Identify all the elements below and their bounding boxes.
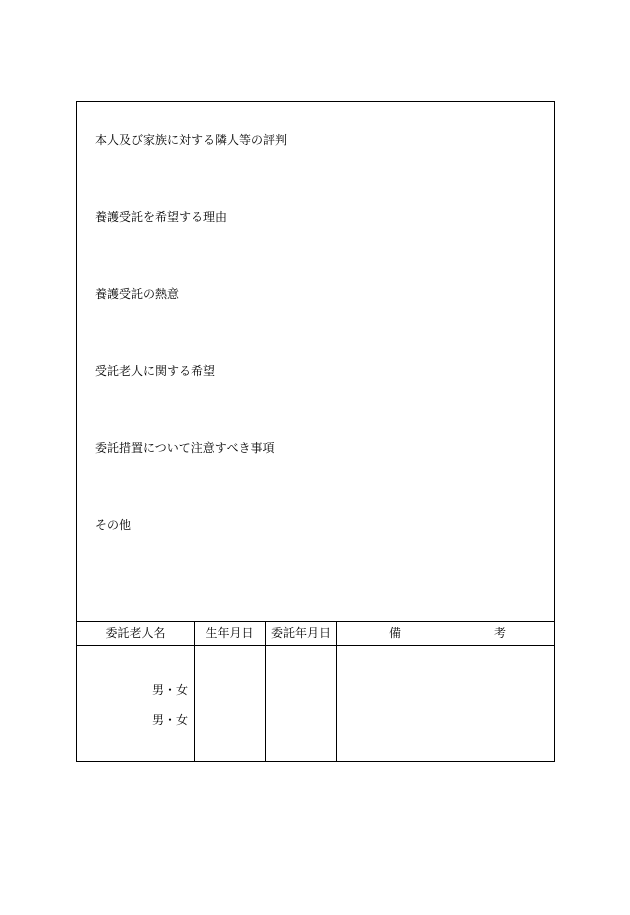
section-label-elderly-preference: 受託老人に関する希望	[95, 364, 216, 378]
header-birth-date: 生年月日	[205, 626, 254, 640]
name-cell	[77, 646, 194, 762]
gender-option-row-2: 男・女	[151, 713, 188, 727]
consignee-table	[77, 621, 554, 762]
gender-option-row-1: 男・女	[151, 683, 188, 697]
section-label-enthusiasm: 養護受託の熱意	[95, 287, 180, 301]
section-label-reason: 養護受託を希望する理由	[95, 210, 228, 224]
header-remarks-char-1: 備	[389, 626, 402, 640]
column-divider-1	[194, 622, 195, 762]
consignment-form	[76, 101, 555, 762]
column-divider-3	[336, 622, 337, 762]
header-consign-date: 委託年月日	[270, 626, 331, 640]
header-remarks	[337, 622, 554, 645]
header-name: 委託老人名	[105, 626, 166, 640]
section-label-neighbor-reputation: 本人及び家族に対する隣人等の評判	[95, 133, 288, 147]
column-divider-2	[265, 622, 266, 762]
header-remarks-char-2: 考	[494, 626, 507, 640]
section-label-other: その他	[95, 518, 132, 532]
section-label-notes: 委託措置について注意すべき事項	[95, 441, 275, 455]
